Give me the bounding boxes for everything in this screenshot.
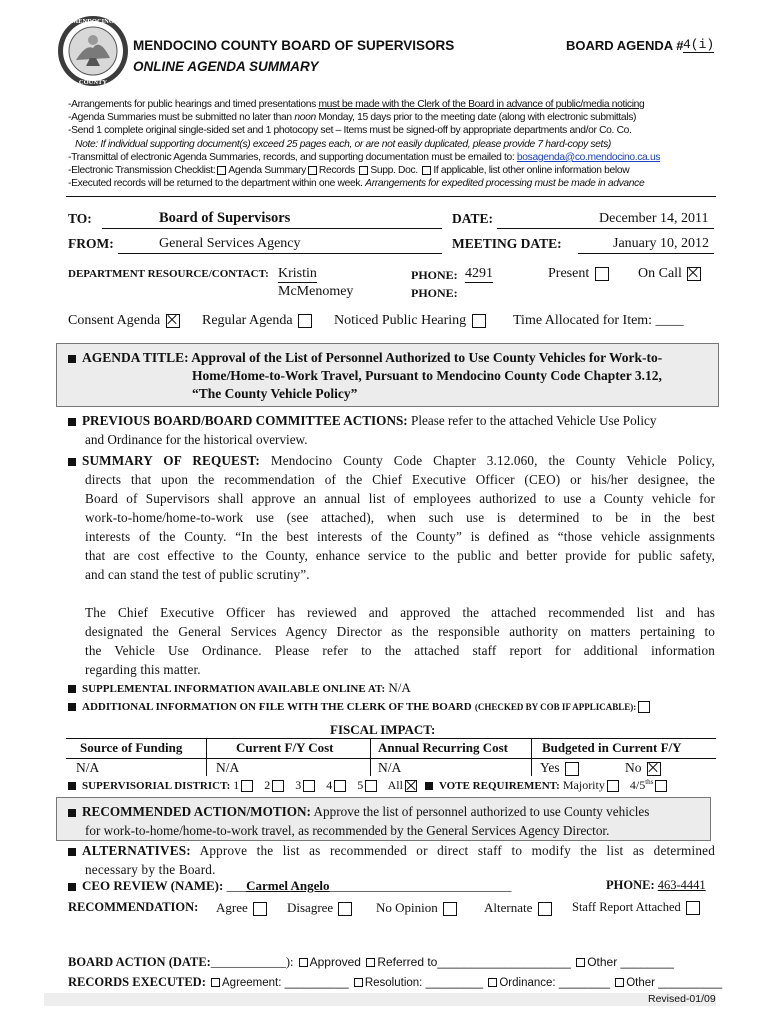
rec-agree-checkbox[interactable] [253,902,267,916]
other-checkbox[interactable] [576,958,585,967]
four-fifths-checkbox[interactable] [655,780,667,792]
budgeted-no-checkbox[interactable] [647,762,661,776]
svg-text:MENDOCINO: MENDOCINO [72,18,114,25]
checkbox-other-online[interactable] [422,166,431,175]
additional-info-checkbox[interactable] [638,701,650,713]
rec-alternate[interactable]: Alternate [484,900,554,916]
summary-paragraph-1: directs that upon the recommendation of the Chief Executive Officer (CEO) or his/her designee, the Board of Supervisors shall approve an annual list of employees authorized to use a County vehicle for work-to-home/home-to-work use (see attached), when such use is determined to be in the best interests of the County. “In the best interests of the County” is defined as “those vehicle assignments that are cost effective to the County, enhance service to the public and better provide for public safety, and can stand the test of public scrutiny”. [85,472,715,582]
from-underline [118,253,442,254]
to-underline [102,228,442,229]
oncall-checkbox[interactable] [687,267,701,281]
note-line: -Electronic Transmission Checklist: Agenda Summary Records Supp. Doc. If applicable, list other online information below [68,165,630,177]
agreement-checkbox[interactable] [211,978,220,987]
regular-checkbox[interactable] [298,314,312,328]
additional-info: ADDITIONAL INFORMATION ON FILE WITH THE CLERK OF THE BOARD (CHECKED BY COB IF APPLICABLE): [68,698,652,714]
fiscal-header-current: Current F/Y Cost [236,740,334,755]
ceo-recommendation-label: RECOMMENDATION: [68,900,199,914]
time-allocated: Time Allocated for Item: ____ [513,313,684,328]
contact-label: DEPARTMENT RESOURCE/CONTACT: [68,268,269,280]
ceo-review: CEO REVIEW (NAME): ___Carmel Angelo____________________________ [68,878,511,894]
other2-checkbox[interactable] [615,978,624,987]
district-1-checkbox[interactable] [241,780,253,792]
fiscal-line-mid [66,758,716,759]
contact-name-2: McMenomey [278,284,354,299]
ordinance-checkbox[interactable] [488,978,497,987]
ceo-phone: PHONE: 463-4441 [606,878,706,892]
divider [66,196,716,197]
checkbox-records[interactable] [308,166,317,175]
meeting-date-underline [578,253,714,254]
district-5-checkbox[interactable] [365,780,377,792]
resolution-checkbox[interactable] [354,978,363,987]
referred-checkbox[interactable] [366,958,375,967]
rec-staff-report[interactable]: Staff Report Attached [572,900,702,915]
revised-date: Revised-01/09 [648,993,716,1005]
note-line: Note: If individual supporting document(s) exceed 25 pages each, or are not easily duplicated, please provide 7 hard-copy sets) [75,138,611,150]
oncall-option[interactable]: On Call [638,266,703,282]
previous-actions: PREVIOUS BOARD/BOARD COMMITTEE ACTIONS: Please refer to the attached Vehicle Use Policy and Ordinance for the historical overview. [68,411,715,449]
note-line: -Executed records will be returned to the department within one week. Arrangements for expedited processing must be made in advance [68,178,645,190]
supervisorial-district: SUPERVISORIAL DISTRICT: 1 2 3 4 5 All VOTE REQUIREMENT: Majority $4/5^{ths}$ [68,778,669,793]
county-seal [56,14,130,88]
rec-disagree[interactable]: Disagree [287,900,354,916]
from-label: FROM: [68,236,114,251]
fiscal-col-divider [206,738,207,776]
records-executed: RECORDS EXECUTED: Agreement: __________ Resolution: _________ Ordinance: ________ Other __________ [68,975,723,989]
rec-disagree-checkbox[interactable] [338,902,352,916]
present-checkbox[interactable] [595,267,609,281]
alternatives: ALTERNATIVES: Approve the list as recommended or direct staff to modify the list as determined necessary by the Board. [68,841,715,879]
email-link[interactable]: bosagenda@co.mendocino.ca.us [516,151,661,163]
budgeted-no[interactable]: No [625,760,663,776]
note-line: -Agenda Summaries must be submitted no later than noon Monday, 15 days prior to the meeting date (along with electronic submittals) [68,112,637,124]
meeting-date-label: MEETING DATE: [452,236,562,251]
rec-no-opinion-checkbox[interactable] [443,902,457,916]
present-option[interactable]: Present [548,266,611,282]
approved-checkbox[interactable] [299,958,308,967]
fiscal-source-value: N/A [76,760,100,775]
district-all-checkbox[interactable] [405,780,417,792]
district-4-checkbox[interactable] [334,780,346,792]
rec-no-opinion[interactable]: No Opinion [376,900,459,916]
board-agenda-label: BOARD AGENDA # [566,38,684,53]
fiscal-impact-title: FISCAL IMPACT: [330,722,436,737]
meeting-date-value: January 10, 2012 [613,236,710,251]
note-line: -Arrangements for public hearings and timed presentations must be made with the Clerk of the Board in advance of public/media noticing [68,99,645,110]
budgeted-yes-checkbox[interactable] [565,762,579,776]
from-value: General Services Agency [159,236,301,251]
fiscal-line-top [66,738,716,739]
fiscal-annual-value: N/A [378,760,402,775]
checkbox-supp-doc[interactable] [359,166,368,175]
agenda-title-line2: Home/Home-to-Work Travel, Pursuant to Mendocino County Code Chapter 3.12, [192,368,662,383]
to-label: TO: [68,211,92,226]
note-line: -Transmittal of electronic Agenda Summaries, records, and supporting documentation must be emailed to: bosagenda@co.mendocino.ca.us [68,151,661,163]
phone2-label: PHONE: [411,286,458,300]
date-value: December 14, 2011 [599,211,709,226]
fiscal-header-budgeted: Budgeted in Current F/Y [542,740,682,755]
noticed-checkbox[interactable] [472,314,486,328]
recommended-action: RECOMMENDED ACTION/MOTION: Approve the list of personnel authorized to use County vehicles for work-to-home/home-to-work travel, as recommended by the General Services Agency Director. [68,802,708,840]
agenda-title-line3: “The County Vehicle Policy” [192,386,358,401]
rec-agree[interactable]: Agree [216,900,269,916]
board-action: BOARD ACTION (DATE:____________): Approved Referred to____________________ Other ________ [68,955,674,969]
phone-label: PHONE: [411,268,458,282]
fiscal-current-value: N/A [216,760,240,775]
date-label: DATE: [452,211,494,226]
contact-name-1: Kristin [278,266,317,281]
noticed-hearing-option[interactable]: Noticed Public Hearing [334,313,488,329]
fiscal-header-source: Source of Funding [80,740,183,755]
consent-agenda-option[interactable]: Consent Agenda [68,313,182,329]
board-agenda-number: 4(i) [683,37,715,52]
svg-text:COUNTY: COUNTY [78,79,108,86]
regular-agenda-option[interactable]: Regular Agenda [202,313,314,329]
fiscal-col-divider [531,738,532,776]
header-subtitle: ONLINE AGENDA SUMMARY [133,59,319,74]
rec-alternate-checkbox[interactable] [538,902,552,916]
fiscal-header-annual: Annual Recurring Cost [378,740,509,755]
agenda-title: AGENDA TITLE: Approval of the List of Personnel Authorized to Use County Vehicles for Work-to- [68,350,662,366]
supplemental-info: SUPPLEMENTAL INFORMATION AVAILABLE ONLINE AT: N/A [68,680,411,696]
majority-checkbox[interactable] [607,780,619,792]
fiscal-col-divider [370,738,371,776]
summary-paragraph-2: The Chief Executive Officer has reviewed and approved the attached recommended list and has designated the General Services Agency Director as the responsible authority on matters pertaining to the Vehicle Use Ordinance. Please refer to the attached staff report for additional information regarding this matter. [85,605,715,677]
summary-of-request: SUMMARY OF REQUEST: Mendocino County Code Chapter 3.12.060, the County Vehicle Policy, directs that upon the recommendation of the Chief Executive Officer (CEO) or his/her designee, the Board of Supervisors shall approve an annual list of employees authorized to use a County vehicle for work-to-home/home-to-work use (see attached), when such use is determined to be in the best interests of the County. “In the best interests of the County” is defined as “those vehicle assignments that are cost effective to the County, enhance service to the public and better provide for public safety, and can stand the test of public scrutiny”. The Chief Executive Officer has reviewed and approved the attached recommended list and has designated the General Services Agency Director as the responsible authority on matters pertaining to the Vehicle Use Ordinance. Please refer to the attached staff report for additional information regarding this matter. [68,451,715,679]
rec-staff-report-checkbox[interactable] [686,901,700,915]
consent-checkbox[interactable] [166,314,180,328]
checkbox-agenda-summary[interactable] [217,166,226,175]
budgeted-yes[interactable]: Yes [540,760,581,776]
district-2-checkbox[interactable] [272,780,284,792]
footer-bar [44,993,716,1006]
header-title: MENDOCINO COUNTY BOARD OF SUPERVISORS [133,38,455,53]
to-value: Board of Supervisors [159,210,291,226]
phone-value: 4291 [465,266,493,281]
notes-block [68,98,660,190]
district-3-checkbox[interactable] [303,780,315,792]
ceo-name: Carmel Angelo [246,878,330,893]
date-underline [497,228,714,229]
note-line: -Send 1 complete original single-sided set and 1 photocopy set – Items must be signed-off by appropriate departments and/or Co. Co. [68,125,632,137]
